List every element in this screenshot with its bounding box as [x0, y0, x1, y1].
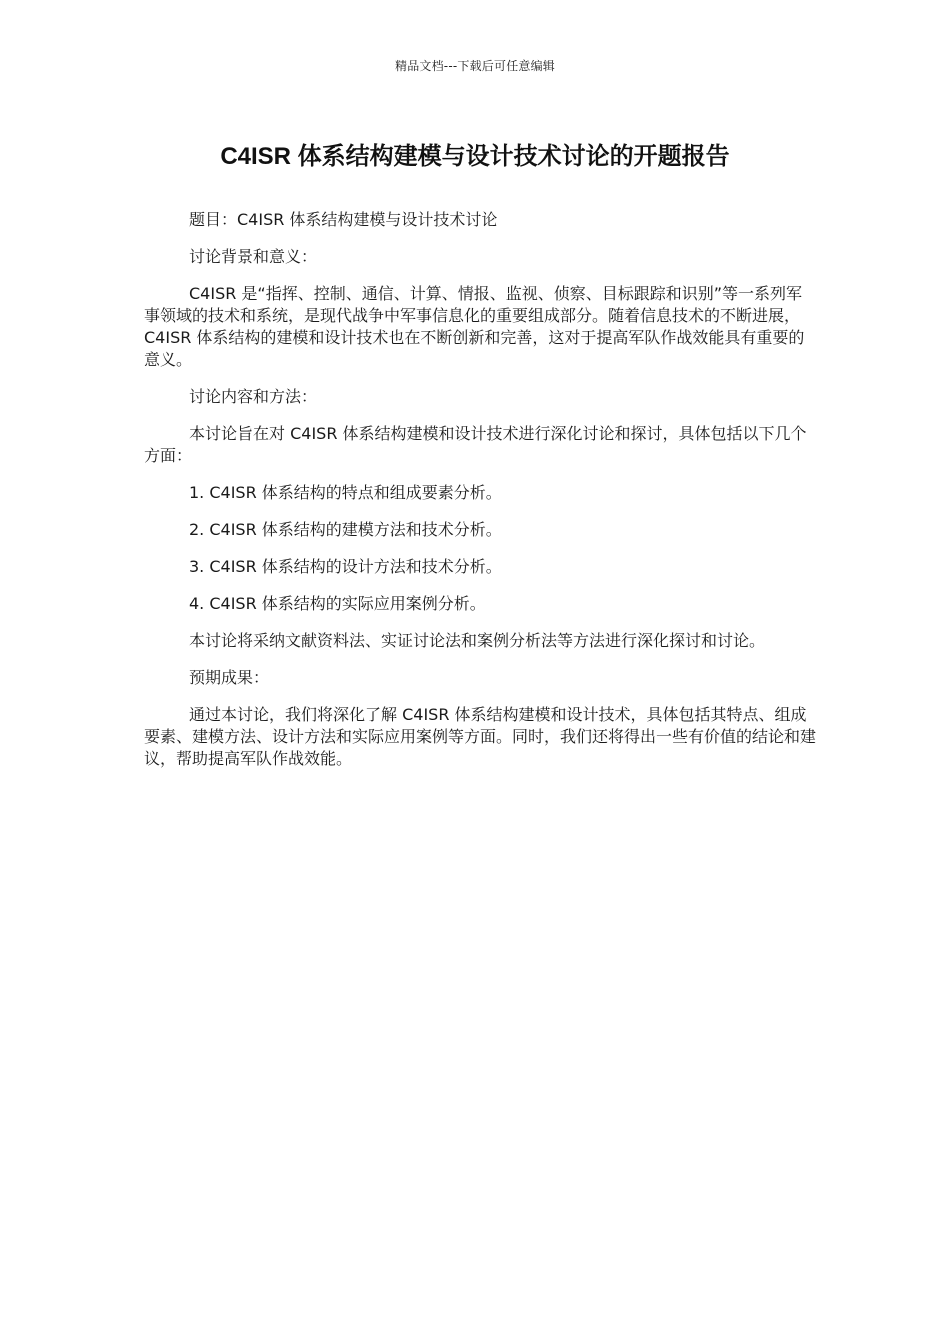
page-header-note: 精品文档---下载后可任意编辑	[395, 59, 555, 73]
expected-results-heading: 预期成果：	[189, 668, 270, 687]
list-item: 4. C4ISR 体系结构的实际应用案例分析。	[189, 594, 486, 613]
list-item: 1. C4ISR 体系结构的特点和组成要素分析。	[189, 483, 502, 502]
list-item: 2. C4ISR 体系结构的建模方法和技术分析。	[189, 520, 502, 539]
method-paragraph: 本讨论将采纳文献资料法、实证讨论法和案例分析法等方法进行深化探讨和讨论。	[189, 631, 766, 650]
list-item: 3. C4ISR 体系结构的设计方法和技术分析。	[189, 557, 502, 576]
document-body	[144, 209, 816, 785]
expected-results-paragraph: 通过本讨论，我们将深化了解 C4ISR 体系结构建模和设计技术，具体包括其特点、组成要素、建模方法、设计方法和实际应用案例等方面。同时，我们还将得出一些有价值的结论和建议，帮助提高军队作战效能。	[144, 705, 817, 768]
content-intro-paragraph: 本讨论旨在对 C4ISR 体系结构建模和设计技术进行深化讨论和探讨，具体包括以下几个方面：	[144, 424, 807, 465]
content-method-heading: 讨论内容和方法：	[189, 387, 318, 406]
topic-line: 题目：C4ISR 体系结构建模与设计技术讨论	[189, 210, 498, 229]
document-title: C4ISR 体系结构建模与设计技术讨论的开题报告	[220, 143, 730, 170]
background-paragraph: C4ISR 是“指挥、控制、通信、计算、情报、监视、侦察、目标跟踪和识别”等一系列军事领域的技术和系统，是现代战争中军事信息化的重要组成部分。随着信息技术的不断进展，C4ISR 体系结构的建模和设计技术也在不断创新和完善，这对于提高军队作战效能具有重要的意义。	[144, 284, 805, 369]
background-heading: 讨论背景和意义：	[189, 247, 318, 266]
